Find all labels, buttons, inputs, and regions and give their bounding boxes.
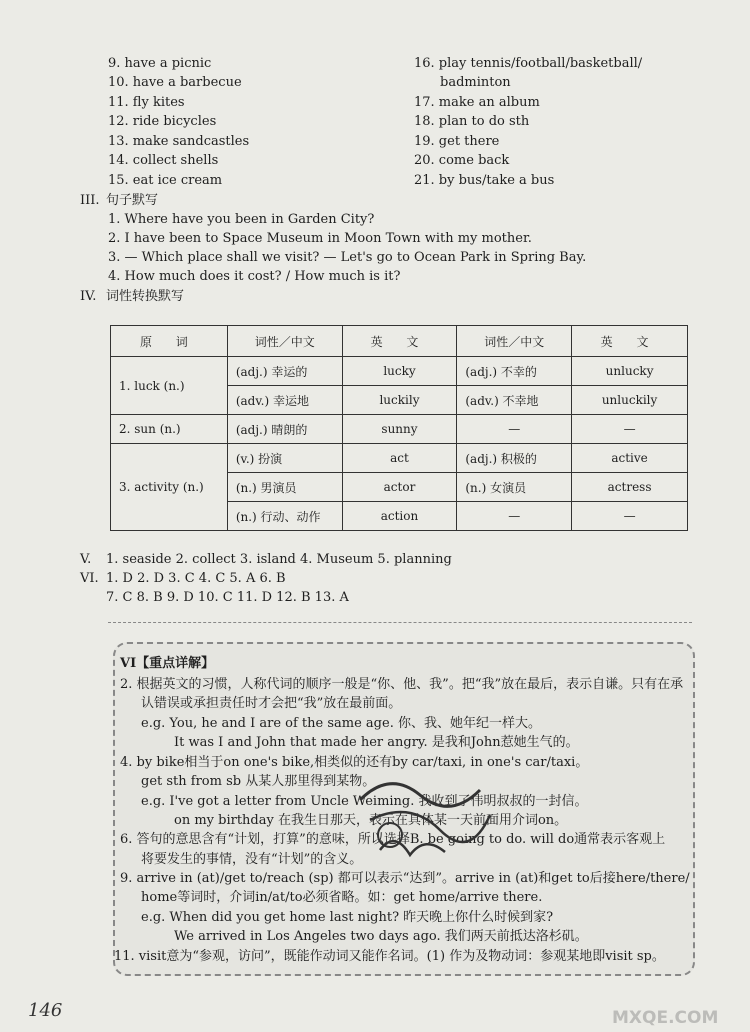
- table-cell: —: [457, 502, 572, 531]
- note-line: 9. arrive in (at)/get to/reach (sp) 都可以表示“达到”。arrive in (at)和get to后接here/there/: [120, 871, 690, 886]
- section-number: VI.: [80, 571, 99, 586]
- table-cell: action: [342, 502, 457, 531]
- table-row: [111, 444, 688, 473]
- section-number: V.: [80, 552, 92, 567]
- table-cell: (v.) 扮演: [227, 444, 342, 473]
- notes-title: VI【重点详解】: [120, 656, 215, 671]
- sentence-line: 2. I have been to Space Museum in Moon Town with my mother.: [108, 231, 532, 246]
- table-cell: 3. activity (n.): [111, 444, 228, 531]
- note-line: on my birthday 在我生日那天，表示在具体某一天前面用介词on。: [174, 813, 568, 828]
- note-line: 6. 答句的意思含有“计划，打算”的意味，所以选择B. be going to do. will do通常表示客观上: [120, 832, 666, 847]
- table-cell: (adv.) 不幸地: [457, 386, 572, 415]
- note-line: get sth from sb 从某人那里得到某物。: [141, 774, 376, 789]
- dashed-divider: [108, 622, 692, 623]
- table-cell: unlucky: [572, 357, 688, 386]
- table-cell: (adj.) 晴朗的: [227, 415, 342, 444]
- table-cell: act: [342, 444, 457, 473]
- sentence-line: 4. How much does it cost? / How much is it?: [108, 269, 401, 284]
- list-item: 19. get there: [414, 134, 500, 149]
- column-header: 英 文: [342, 326, 457, 357]
- list-item: 21. by bus/take a bus: [414, 173, 555, 188]
- list-item: 18. plan to do sth: [414, 114, 530, 129]
- section-5: [80, 552, 452, 568]
- list-item: 20. come back: [414, 153, 510, 168]
- list-item: badminton: [440, 75, 511, 90]
- table-cell: —: [572, 502, 688, 531]
- note-line: 4. by bike相当于on one's bike,相类似的还有by car/taxi, in one's car/taxi。: [120, 755, 589, 770]
- column-header: 原 词: [111, 326, 228, 357]
- note-line: We arrived in Los Angeles two days ago. 我们两天前抵达洛杉矶。: [174, 929, 588, 944]
- note-line: 认错误或承担责任时才会把“我”放在最前面。: [141, 696, 402, 711]
- note-line: 将要发生的事情，没有“计划”的含义。: [141, 852, 363, 867]
- table-cell: luckily: [342, 386, 457, 415]
- table-cell: —: [572, 415, 688, 444]
- table-cell: 2. sun (n.): [111, 415, 228, 444]
- section-6: [80, 571, 286, 587]
- section-3-heading: [80, 193, 158, 209]
- note-line: It was I and John that made her angry. 是我和John惹她生气的。: [174, 735, 579, 750]
- section-4-heading: [80, 289, 184, 305]
- note-line: e.g. When did you get home last night? 昨天晚上你什么时候到家?: [141, 910, 554, 925]
- section-title: 句子默写: [106, 193, 159, 208]
- list-item: 9. have a picnic: [108, 56, 212, 71]
- note-line: 11. visit意为“参观，访问”，既能作动词又能作名词。(1) 作为及物动词：参观某地即visit sp。: [114, 949, 665, 964]
- section-number: IV.: [80, 289, 97, 304]
- table-row: [111, 357, 688, 386]
- table-header-row: [111, 326, 688, 357]
- list-item: 17. make an album: [414, 95, 540, 110]
- column-header: 词性／中文: [227, 326, 342, 357]
- table-cell: (adj.) 幸运的: [227, 357, 342, 386]
- table-cell: (adj.) 积极的: [457, 444, 572, 473]
- table-row: [111, 415, 688, 444]
- table-cell: sunny: [342, 415, 457, 444]
- note-line: e.g. You, he and I are of the same age. 你、我、她年纪一样大。: [141, 716, 541, 731]
- word-form-table: [110, 325, 688, 531]
- list-item: 13. make sandcastles: [108, 134, 250, 149]
- table-cell: actress: [572, 473, 688, 502]
- table-cell: (adj.) 不幸的: [457, 357, 572, 386]
- sentence-line: 3. — Which place shall we visit? — Let's go to Ocean Park in Spring Bay.: [108, 250, 587, 265]
- list-item: 11. fly kites: [108, 95, 185, 110]
- table-cell: unluckily: [572, 386, 688, 415]
- list-item: 15. eat ice cream: [108, 173, 223, 188]
- column-header: 词性／中文: [457, 326, 572, 357]
- list-item: 16. play tennis/football/basketball/: [414, 56, 643, 71]
- table-cell: 1. luck (n.): [111, 357, 228, 415]
- note-line: 2. 根据英文的习惯，人称代词的顺序一般是“你、他、我”。把“我”放在最后，表示自谦。只有在承: [120, 677, 684, 692]
- section-answers: 7. C 8. B 9. D 10. C 11. D 12. B 13. A: [106, 590, 349, 605]
- watermark-logo: MXQE.COM: [612, 1008, 719, 1028]
- section-number: III.: [80, 193, 100, 208]
- note-line: e.g. I've got a letter from Uncle Weiming. 我收到了伟明叔叔的一封信。: [141, 794, 588, 809]
- handwritten-stamp: [350, 760, 500, 870]
- section-title: 词性转换默写: [106, 289, 185, 304]
- table-cell: (n.) 行动、动作: [227, 502, 342, 531]
- table-cell: —: [457, 415, 572, 444]
- table-cell: actor: [342, 473, 457, 502]
- list-item: 10. have a barbecue: [108, 75, 242, 90]
- table-cell: (adv.) 幸运地: [227, 386, 342, 415]
- list-item: 14. collect shells: [108, 153, 219, 168]
- table-cell: active: [572, 444, 688, 473]
- table-cell: (n.) 女演员: [457, 473, 572, 502]
- section-answers: 1. seaside 2. collect 3. island 4. Museum 5. planning: [106, 552, 452, 567]
- column-header: 英 文: [572, 326, 688, 357]
- list-item: 12. ride bicycles: [108, 114, 217, 129]
- table-cell: (n.) 男演员: [227, 473, 342, 502]
- table-cell: lucky: [342, 357, 457, 386]
- sentence-line: 1. Where have you been in Garden City?: [108, 212, 375, 227]
- section-answers: 1. D 2. D 3. C 4. C 5. A 6. B: [106, 571, 286, 586]
- page-number: 146: [28, 1000, 63, 1021]
- note-line: home等词时，介词in/at/to必须省略。如：get home/arrive there.: [141, 890, 543, 905]
